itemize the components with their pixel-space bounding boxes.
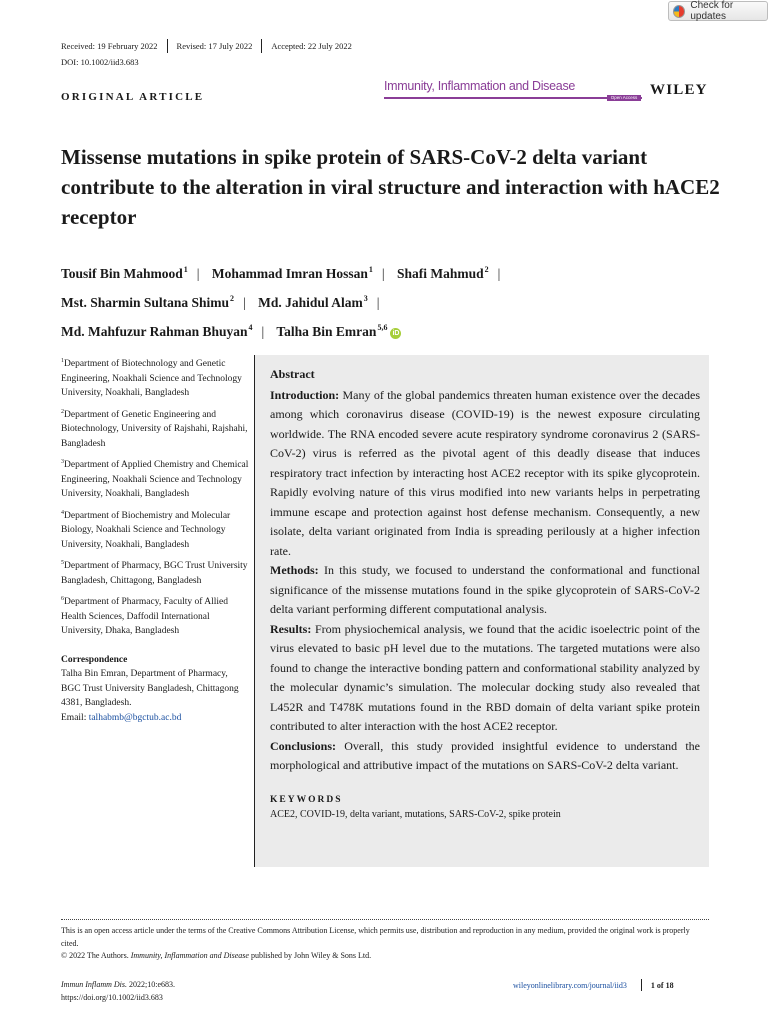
author-list: Tousif Bin Mahmood$^1$ | Mohammad Imran Hossan$^1$ | Shafi Mahmud$^2$ | Mst. Sharmin Sultana Shimu$^2$ | Md. Jahidul Alam$^3$ | Md. Mahfuzur Rahman Bhuyan$^4$ | Talha Bin Emran$^{5,6}$iD [61,265,501,339]
affiliation: $^2$Department of Genetic Engineering and Biotechnology, University of Rajshahi, Rajshahi, Bangladesh [61,408,248,449]
author-name: Shafi Mahmud [396,266,484,281]
author-affiliation-number: 5,6 [377,323,388,332]
license-text: This is an open access article under the terms of the Creative Commons Attribution License, which permits use, distribution and reproduction in any medium, provided the original work is properly cited. [61,926,690,948]
author-affiliation-number: 1 [368,265,373,274]
affiliation: $^4$Department of Biochemistry and Molecular Biology, Noakhali Science and Technology University, Noakhali, Bangladesh [61,509,231,550]
check-updates-label: Check for updates [690,0,734,22]
footnote-divider [61,919,709,920]
journal-name: Immunity, Inflammation and Disease [384,79,576,93]
crossmark-icon [673,5,685,18]
divider [261,39,262,53]
page-number: 1 of 18 [650,980,674,990]
copyright-line: © 2022 The Authors. Immunity, Inflammation and Disease published by John Wiley & Sons Ltd. [61,951,372,960]
author-affiliation-number: 2 [484,265,489,274]
correspondence-text: Talha Bin Emran, Department of Pharmacy, BGC Trust University Bangladesh, Chittagong 4381, Bangladesh. [61,669,239,708]
article-type: ORIGINAL ARTICLE [61,91,205,103]
author-affiliation-number: 2 [230,294,235,303]
license-notice [61,925,709,963]
abstract-heading: Abstract [270,367,315,381]
author-name: Tousif Bin Mahmood [61,266,183,281]
article-title: Missense mutations in spike protein of SARS-CoV-2 delta variant contribute to the alteration in viral structure and interaction with hACE2 receptor [61,145,720,229]
check-for-updates-button[interactable] [668,1,768,21]
open-access-badge: Open Access [607,95,641,101]
affiliations-column [61,354,249,725]
journal-site-link[interactable]: wileyonlinelibrary.com/journal/iid3 [513,980,627,990]
divider [167,39,168,53]
orcid-icon[interactable]: iD [392,330,400,337]
email-link[interactable]: talhabmb@bgctub.ac.bd [88,712,182,723]
received-date: Received: 19 February 2022 [61,41,158,51]
author-name: Mohammad Imran Hossan [211,266,368,281]
correspondence-email: Email: talhabmb@bgctub.ac.bd [61,712,182,723]
footer-citation: Immun Inflamm Dis. 2022;10:e683. https://doi.org/10.1002/iid3.683 [61,979,175,1004]
revised-date: Revised: 17 July 2022 [176,41,253,51]
article-dates [61,39,352,53]
abstract-results: Results: From physiochemical analysis, we found that the acidic isoelectric point of the virus elevated to basic pH level due to the mutations. The targeted mutations were also found to change the interactive bonding pattern and conformational stability analyzed by the molecular dynamic’s simulation. The molecular docking study also revealed that L452R and T478K mutations found in the RBD domain of delta variant spike protein contributed to alter interaction with the host ACE2 receptor. [270,621,700,733]
publisher-logo: WILEY [650,82,708,98]
affiliation: $^3$Department of Applied Chemistry and Chemical Engineering, Noakhali Science and Technology University, Noakhali, Bangladesh [61,459,249,499]
author-name: Md. Mahfuzur Rahman Bhuyan [61,324,248,339]
doi: DOI: 10.1002/iid3.683 [61,57,139,67]
divider [641,979,642,991]
footer-right [513,979,674,991]
journal-rule [384,97,642,99]
abstract-box [254,355,709,867]
abstract-methods: Methods: In this study, we focused to understand the conformational and functional significance of the missense mutations found in the spike glycoprotein of SARS-CoV-2 delta variant performing different computational analysis. [270,563,700,616]
author-name: Md. Jahidul Alam [258,295,363,310]
author-affiliation-number: 4 [248,323,253,332]
abstract-introduction: Introduction: Many of the global pandemics threaten human existence over the decades among which coronavirus disease (COVID-19) is the newest exposure circulating worldwide. The RNA encoded severe acute respiratory syndrome coronavirus 2 (SARS-CoV-2) virus is referred as the pivotal agent of this deadly disease that induces respiratory tract infection by interacting host ACE2 receptor with its spike glycoprotein. Rapidly evolving nature of this virus modified into new variants helps in perpetrating immune escape and protection against host defense mechanism. Consequently, a new isolate, delta variant originated from India is spreading perilously at a higher infection rate. [270,387,700,558]
abstract-conclusions: Conclusions: Overall, this study provided insightful evidence to understand the morphological and attributive impact of the mutations on SARS-CoV-2 delta variant. [270,738,700,772]
author-affiliation-number: 1 [183,265,188,274]
affiliation: $^1$Department of Biotechnology and Genetic Engineering, Noakhali Science and Technology University, Noakhali, Bangladesh [61,358,242,398]
affiliation: $^5$Department of Pharmacy, BGC Trust University Bangladesh, Chittagong, Bangladesh [61,560,248,586]
keywords-heading: KEYWORDS [270,794,343,805]
author-name: Talha Bin Emran [276,324,377,339]
author-name: Mst. Sharmin Sultana Shimu [61,295,230,310]
footer-doi: https://doi.org/10.1002/iid3.683 [61,992,163,1002]
accepted-date: Accepted: 22 July 2022 [271,41,352,51]
author-affiliation-number: 3 [363,294,368,303]
keywords-list: ACE2, COVID-19, delta variant, mutations, SARS-CoV-2, spike protein [270,808,561,820]
affiliation: $^6$Department of Pharmacy, Faculty of Allied Health Sciences, Daffodil International University, Dhaka, Bangladesh [61,596,229,636]
correspondence-heading: Correspondence [61,654,128,665]
